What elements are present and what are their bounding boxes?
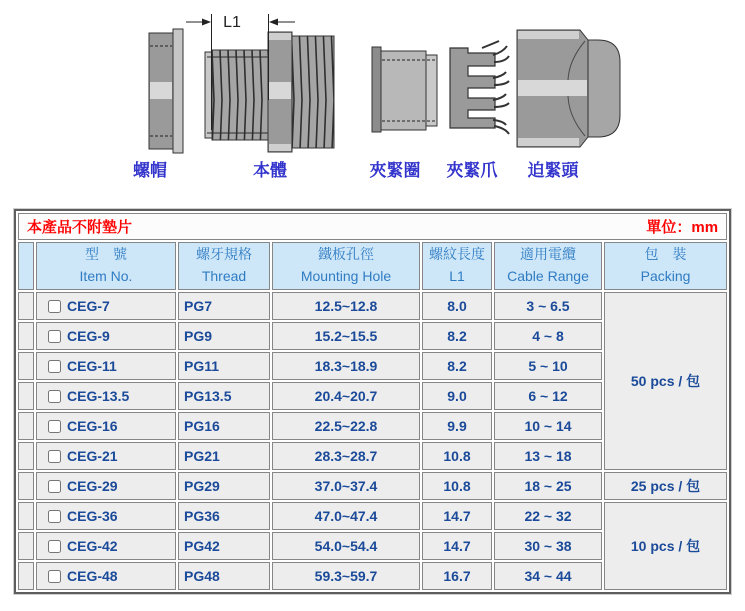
item-cell [36, 442, 176, 470]
row-checkbox[interactable] [48, 330, 61, 343]
row-checkbox[interactable] [48, 300, 61, 313]
l1-cell: 10.8 [422, 472, 492, 500]
clamp-ring-drawing [372, 47, 437, 132]
thread-cell: PG7 [178, 292, 270, 320]
part-label-body: 本體 [253, 161, 287, 180]
row-checkbox[interactable] [48, 420, 61, 433]
thread-cell: PG29 [178, 472, 270, 500]
item-no: CEG-48 [67, 568, 118, 584]
item-cell [36, 382, 176, 410]
thread-cell: PG21 [178, 442, 270, 470]
mounting-hole-cell: 22.5~22.8 [272, 412, 420, 440]
clamp-claw-drawing [450, 41, 509, 134]
row-checkbox[interactable] [48, 540, 61, 553]
mounting-hole-cell: 18.3~18.9 [272, 352, 420, 380]
col-header-item-no [36, 242, 176, 290]
l1-cell: 14.7 [422, 502, 492, 530]
thread-cell: PG42 [178, 532, 270, 560]
select-cell [18, 382, 34, 410]
packing-cell-50pcs: 50 pcs / 包 [604, 292, 727, 470]
l1-cell: 10.8 [422, 442, 492, 470]
table-row [18, 292, 727, 320]
item-cell [36, 322, 176, 350]
thread-cell: PG48 [178, 562, 270, 590]
cable-range-cell: 22 ~ 32 [494, 502, 602, 530]
cable-range-cell: 4 ~ 8 [494, 322, 602, 350]
body-drawing [205, 32, 334, 152]
select-cell [18, 412, 34, 440]
item-no: CEG-36 [67, 508, 118, 524]
col-header-mounting-hole-en: Mounting Hole [300, 268, 392, 284]
packing-cell-25pcs: 25 pcs / 包 [604, 472, 727, 500]
l1-cell: 9.0 [422, 382, 492, 410]
item-cell [36, 562, 176, 590]
thread-cell: PG9 [178, 322, 270, 350]
thread-cell: PG13.5 [178, 382, 270, 410]
cable-range-cell: 30 ~ 38 [494, 532, 602, 560]
col-header-item-no-zh: 型 號 [85, 246, 127, 263]
col-header-cable-range-zh: 適用電纜 [520, 246, 576, 263]
item-no: CEG-9 [67, 328, 110, 344]
row-checkbox[interactable] [48, 480, 61, 493]
cable-range-cell: 18 ~ 25 [494, 472, 602, 500]
item-cell [36, 502, 176, 530]
l1-cell: 8.2 [422, 352, 492, 380]
l1-cell: 9.9 [422, 412, 492, 440]
item-cell [36, 352, 176, 380]
cable-range-cell: 34 ~ 44 [494, 562, 602, 590]
col-header-l1-en: L1 [449, 268, 465, 284]
col-header-cable-range [494, 242, 602, 290]
item-no: CEG-11 [67, 358, 117, 374]
mounting-hole-cell: 28.3~28.7 [272, 442, 420, 470]
l1-cell: 16.7 [422, 562, 492, 590]
col-header-mounting-hole-zh: 鐵板孔徑 [318, 246, 374, 263]
mounting-hole-cell: 37.0~37.4 [272, 472, 420, 500]
nut-drawing [149, 29, 183, 153]
thread-cell: PG36 [178, 502, 270, 530]
mounting-hole-cell: 12.5~12.8 [272, 292, 420, 320]
item-cell [36, 532, 176, 560]
item-cell [36, 412, 176, 440]
product-diagram [0, 0, 745, 192]
row-checkbox[interactable] [48, 360, 61, 373]
mounting-hole-cell: 47.0~47.4 [272, 502, 420, 530]
select-cell [18, 562, 34, 590]
select-cell [18, 502, 34, 530]
part-label-clamp-claw: 夾緊爪 [446, 161, 498, 180]
header-row [18, 242, 727, 290]
unit-label: 單位：mm [646, 219, 719, 236]
cable-range-cell: 6 ~ 12 [494, 382, 602, 410]
part-label-nut: 螺帽 [133, 161, 167, 180]
cable-range-cell: 13 ~ 18 [494, 442, 602, 470]
select-cell [18, 442, 34, 470]
col-header-cable-range-en: Cable Range [507, 268, 589, 284]
l1-dimension-label: L1 [223, 14, 241, 31]
col-header-packing-en: Packing [640, 268, 691, 284]
col-header-packing-zh: 包 裝 [644, 246, 687, 263]
mounting-hole-cell: 59.3~59.7 [272, 562, 420, 590]
part-label-seal-head: 迫緊頭 [527, 161, 579, 180]
thread-cell: PG11 [178, 352, 270, 380]
l1-cell: 14.7 [422, 532, 492, 560]
col-header-l1-zh: 螺紋長度 [429, 246, 485, 263]
col-header-mounting-hole [272, 242, 420, 290]
item-no: CEG-16 [67, 418, 118, 434]
item-cell [36, 472, 176, 500]
col-header-l1 [422, 242, 492, 290]
row-checkbox[interactable] [48, 510, 61, 523]
col-header-packing [604, 242, 727, 290]
part-label-clamp-ring: 夾緊圈 [369, 161, 421, 180]
select-cell [18, 322, 34, 350]
select-cell [18, 292, 34, 320]
cable-range-cell: 10 ~ 14 [494, 412, 602, 440]
row-checkbox[interactable] [48, 450, 61, 463]
item-no: CEG-42 [67, 538, 118, 554]
col-header-thread-zh: 螺牙規格 [196, 246, 252, 263]
select-cell [18, 472, 34, 500]
item-no: CEG-29 [67, 478, 118, 494]
cable-range-cell: 3 ~ 6.5 [494, 292, 602, 320]
select-cell [18, 532, 34, 560]
l1-cell: 8.2 [422, 322, 492, 350]
col-header-thread-en: Thread [201, 268, 247, 284]
table-row [18, 502, 727, 530]
cable-range-cell: 5 ~ 10 [494, 352, 602, 380]
title-cell [18, 213, 727, 240]
mounting-hole-cell: 15.2~15.5 [272, 322, 420, 350]
packing-cell-10pcs: 10 pcs / 包 [604, 502, 727, 590]
item-no: CEG-21 [67, 448, 118, 464]
seal-head-drawing [517, 30, 620, 147]
spec-table [14, 209, 731, 594]
thread-cell: PG16 [178, 412, 270, 440]
mounting-hole-cell: 54.0~54.4 [272, 532, 420, 560]
item-no: CEG-7 [67, 298, 110, 314]
item-cell [36, 292, 176, 320]
row-checkbox[interactable] [48, 570, 61, 583]
item-no: CEG-13.5 [67, 388, 130, 404]
table-title-row [18, 213, 727, 240]
select-cell [18, 352, 34, 380]
mounting-hole-cell: 20.4~20.7 [272, 382, 420, 410]
no-gasket-note: 本產品不附墊片 [27, 219, 133, 236]
l1-cell: 8.0 [422, 292, 492, 320]
col-header-item-no-en: Item No. [79, 268, 133, 284]
select-column-header [18, 242, 34, 290]
table-row [18, 472, 727, 500]
row-checkbox[interactable] [48, 390, 61, 403]
col-header-thread [178, 242, 270, 290]
